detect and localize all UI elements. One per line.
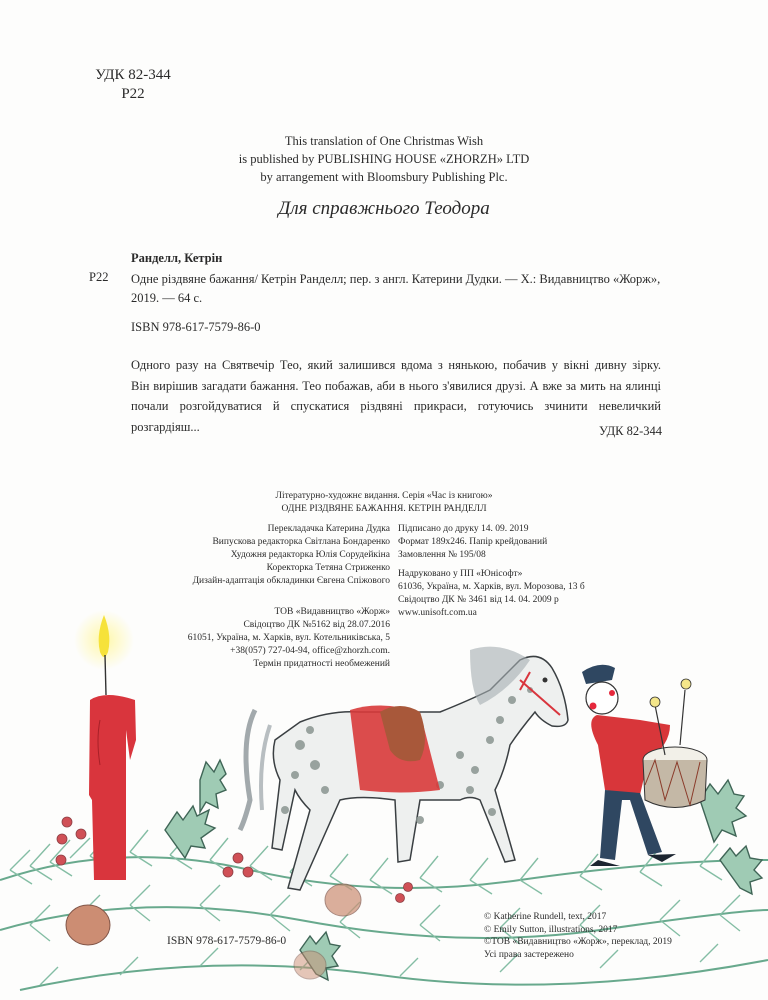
staff-line: Перекладачка Катерина Дудка (267, 524, 390, 534)
isbn: ISBN 978-617-7579-86-0 (131, 320, 261, 334)
footer-isbn: ISBN 978-617-7579-86-0 (167, 935, 287, 947)
udk-code-right: УДК 82-344 (599, 424, 662, 438)
staff-line: Художня редакторка Юлія Сорудейкіна (230, 550, 390, 560)
staff-line: Випускова редакторка Світлана Бондаренко (212, 537, 390, 547)
publisher-line: +38(057) 727-04-94, office@zhorzh.com. (230, 646, 390, 656)
copyright-block (484, 911, 672, 961)
publisher-line: ТОВ «Видавництво «Жорж» (274, 607, 390, 617)
annotation-line: Одного разу на Святвечір Тео, який залишився вдома з нянькою, побачив у вікні дивну зірку. (131, 358, 661, 372)
printer-line: Свідоцтво ДК № 3461 від 14. 04. 2009 р (398, 595, 559, 605)
printer-line: Надруковано у ПП «Юнісофт» (398, 569, 523, 579)
biblio-line: 2019. — 64 с. (131, 291, 203, 305)
horse-illustration (240, 647, 568, 890)
catalog-author: Ранделл, Кетрін (131, 251, 223, 265)
copyright-line: © Katherine Rundell, text, 2017 (484, 912, 607, 922)
staff-line: Коректорка Тетяна Стриженко (266, 563, 390, 573)
catalog-code: Р22 (121, 86, 145, 102)
notice-line: is published by PUBLISHING HOUSE «ZHORZH» LTD (238, 152, 530, 166)
annotation-line: почали розгойдуватися й спускатися різдвяні прикраси, готуючись зчинити невеличкий розгардіяш... (131, 399, 661, 434)
notice-line: This translation of One Christmas Wish (284, 134, 484, 148)
publisher-line: Свідоцтво ДК №5162 від 28.07.2016 (243, 620, 390, 630)
printer-website: www.unisoft.com.ua (398, 608, 477, 618)
drummer-illustration (582, 665, 707, 866)
udk-code: УДК 82-344 (95, 67, 171, 83)
print-line: Підписано до друку 14. 09. 2019 (398, 524, 529, 534)
print-line: Формат 189х246. Папір крейдований (398, 537, 548, 547)
series-line: Літературно-художнє видання. Серія «Час із книгою» (275, 491, 493, 501)
dedication: Для справжнього Теодора (278, 198, 490, 219)
biblio-line: Одне різдвяне бажання/ Кетрін Ранделл; пер. з англ. Катерини Дудки. — Х.: Видавництво «Жорж», (131, 272, 661, 286)
print-line: Замовлення № 195/08 (398, 550, 486, 560)
printer-line: 61036, Україна, м. Харків, вул. Морозова, 13 б (398, 582, 585, 592)
copyright-line: © Emily Sutton, illustrations, 2017 (484, 924, 618, 935)
staff-line: Дизайн-адаптація обкладинки Євгена Спіжового (192, 576, 390, 586)
copyright-line: Усі права застережено (484, 949, 574, 960)
copyright-line: ©ТОВ «Видавництво «Жорж», переклад, 2019 (484, 937, 672, 947)
notice-line: by arrangement with Bloomsbury Publishing Plc. (260, 170, 508, 184)
catalog-code: Р22 (89, 270, 109, 284)
book-title-line: ОДНЕ РІЗДВЯНЕ БАЖАННЯ. КЕТРІН РАНДЕЛЛ (281, 504, 487, 514)
candle-illustration (74, 610, 136, 880)
publisher-line: Термін придатності необмежений (253, 659, 390, 669)
annotation-line: Він вирішив загадати бажання. Тео побажав, аби в нього з'явилися друзі. А вже за мить на ялинці (131, 378, 661, 393)
publisher-line: 61051, Україна, м. Харків, вул. Котельниківська, 5 (187, 633, 390, 643)
